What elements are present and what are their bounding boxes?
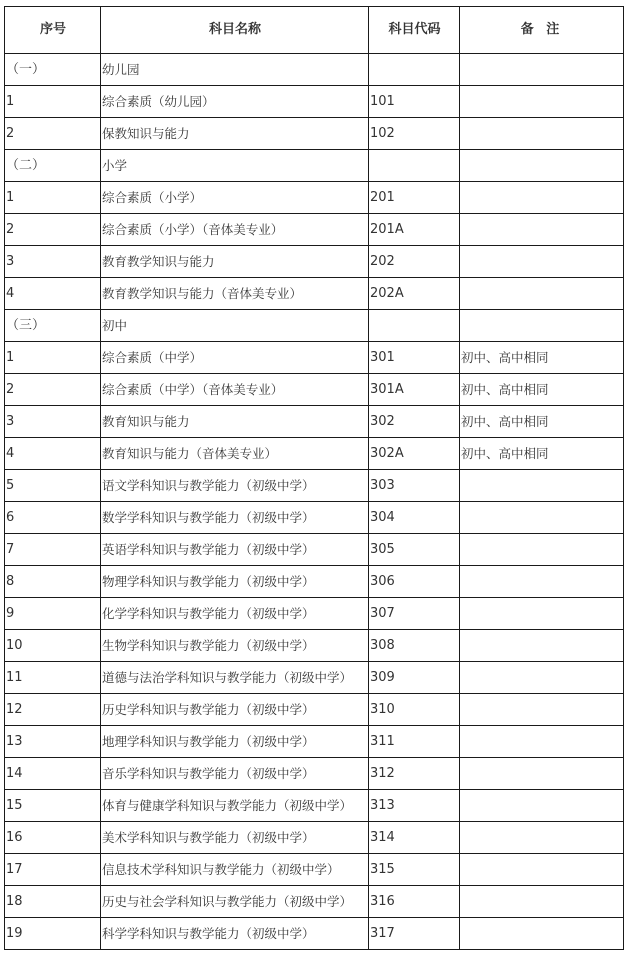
cell-code: 312: [369, 758, 460, 790]
table-row: [5, 726, 624, 758]
cell-note: [460, 278, 624, 310]
cell-note: 初中、高中相同: [460, 374, 624, 406]
cell-name: 信息技术学科知识与教学能力（初级中学）: [101, 854, 369, 886]
cell-name: 综合素质（小学）（音体美专业）: [101, 214, 369, 246]
cell-name: 英语学科知识与教学能力（初级中学）: [101, 534, 369, 566]
table-row: [5, 534, 624, 566]
cell-note: [460, 246, 624, 278]
table-row: [5, 214, 624, 246]
cell-note: [460, 534, 624, 566]
cell-no: 6: [5, 502, 101, 534]
table-row: [5, 406, 624, 438]
cell-note: 初中、高中相同: [460, 438, 624, 470]
cell-no: 3: [5, 406, 101, 438]
cell-name: 保教知识与能力: [101, 118, 369, 150]
cell-code: 317: [369, 918, 460, 950]
cell-no: 3: [5, 246, 101, 278]
cell-no: 11: [5, 662, 101, 694]
cell-name: 幼儿园: [101, 54, 369, 86]
cell-code: 307: [369, 598, 460, 630]
cell-name: 初中: [101, 310, 369, 342]
table-row: [5, 662, 624, 694]
cell-note: [460, 630, 624, 662]
cell-code: 201: [369, 182, 460, 214]
cell-code: 313: [369, 790, 460, 822]
table-row: [5, 118, 624, 150]
cell-code: 301: [369, 342, 460, 374]
cell-code: 306: [369, 566, 460, 598]
cell-note: [460, 182, 624, 214]
cell-no: 2: [5, 374, 101, 406]
table-row: [5, 150, 624, 182]
cell-name: 综合素质（中学）（音体美专业）: [101, 374, 369, 406]
cell-code: 202: [369, 246, 460, 278]
cell-code: [369, 150, 460, 182]
cell-note: [460, 918, 624, 950]
cell-note: [460, 566, 624, 598]
cell-code: 305: [369, 534, 460, 566]
cell-note: [460, 470, 624, 502]
cell-name: 综合素质（小学）: [101, 182, 369, 214]
cell-note: [460, 790, 624, 822]
cell-no: 12: [5, 694, 101, 726]
cell-code: 309: [369, 662, 460, 694]
cell-name: 音乐学科知识与教学能力（初级中学）: [101, 758, 369, 790]
cell-no: 2: [5, 214, 101, 246]
cell-code: 311: [369, 726, 460, 758]
cell-no: 18: [5, 886, 101, 918]
table-row: [5, 182, 624, 214]
cell-note: [460, 150, 624, 182]
cell-name: 道德与法治学科知识与教学能力（初级中学）: [101, 662, 369, 694]
cell-note: [460, 854, 624, 886]
table-row: [5, 918, 624, 950]
cell-code: 304: [369, 502, 460, 534]
table-row: [5, 502, 624, 534]
cell-name: 生物学科知识与教学能力（初级中学）: [101, 630, 369, 662]
cell-name: 美术学科知识与教学能力（初级中学）: [101, 822, 369, 854]
cell-code: 315: [369, 854, 460, 886]
cell-no: 10: [5, 630, 101, 662]
cell-name: 小学: [101, 150, 369, 182]
cell-code: [369, 310, 460, 342]
table-row: [5, 566, 624, 598]
cell-note: [460, 822, 624, 854]
cell-code: 303: [369, 470, 460, 502]
cell-note: [460, 310, 624, 342]
cell-note: 初中、高中相同: [460, 342, 624, 374]
table-row: [5, 374, 624, 406]
table-header-row: [5, 7, 624, 54]
cell-no: 15: [5, 790, 101, 822]
cell-name: 历史学科知识与教学能力（初级中学）: [101, 694, 369, 726]
table-row: [5, 342, 624, 374]
cell-code: 101: [369, 86, 460, 118]
cell-name: 历史与社会学科知识与教学能力（初级中学）: [101, 886, 369, 918]
cell-no: 5: [5, 470, 101, 502]
subject-code-table: [4, 6, 624, 950]
cell-no: 16: [5, 822, 101, 854]
header-note: 备 注: [460, 7, 624, 54]
cell-name: 综合素质（幼儿园）: [101, 86, 369, 118]
cell-no: 13: [5, 726, 101, 758]
table-row: [5, 86, 624, 118]
cell-code: 308: [369, 630, 460, 662]
table-row: [5, 758, 624, 790]
cell-name: 教育教学知识与能力: [101, 246, 369, 278]
header-no: 序号: [5, 7, 101, 54]
table-row: [5, 886, 624, 918]
cell-code: 301A: [369, 374, 460, 406]
cell-note: [460, 758, 624, 790]
cell-code: [369, 54, 460, 86]
cell-code: 310: [369, 694, 460, 726]
cell-code: 314: [369, 822, 460, 854]
cell-note: [460, 118, 624, 150]
cell-no: 8: [5, 566, 101, 598]
cell-no: 1: [5, 182, 101, 214]
cell-name: 综合素质（中学）: [101, 342, 369, 374]
cell-code: 202A: [369, 278, 460, 310]
cell-note: [460, 54, 624, 86]
cell-no: 9: [5, 598, 101, 630]
cell-no: 17: [5, 854, 101, 886]
cell-name: 教育知识与能力: [101, 406, 369, 438]
table-row: [5, 790, 624, 822]
cell-note: [460, 598, 624, 630]
cell-no: 7: [5, 534, 101, 566]
cell-name: 数学学科知识与教学能力（初级中学）: [101, 502, 369, 534]
cell-no: 2: [5, 118, 101, 150]
table-row: [5, 246, 624, 278]
cell-code: 316: [369, 886, 460, 918]
table-row: [5, 694, 624, 726]
table-row: [5, 438, 624, 470]
cell-note: [460, 502, 624, 534]
table-row: [5, 470, 624, 502]
cell-code: 102: [369, 118, 460, 150]
cell-note: [460, 86, 624, 118]
cell-note: [460, 726, 624, 758]
cell-no: （三）: [5, 310, 101, 342]
cell-no: 1: [5, 86, 101, 118]
cell-name: 语文学科知识与教学能力（初级中学）: [101, 470, 369, 502]
cell-name: 地理学科知识与教学能力（初级中学）: [101, 726, 369, 758]
cell-name: 化学学科知识与教学能力（初级中学）: [101, 598, 369, 630]
cell-code: 302: [369, 406, 460, 438]
cell-name: 科学学科知识与教学能力（初级中学）: [101, 918, 369, 950]
cell-note: [460, 214, 624, 246]
cell-note: [460, 662, 624, 694]
cell-note: [460, 694, 624, 726]
table-row: [5, 630, 624, 662]
header-code: 科目代码: [369, 7, 460, 54]
cell-code: 201A: [369, 214, 460, 246]
table-row: [5, 854, 624, 886]
table-row: [5, 310, 624, 342]
cell-note: [460, 886, 624, 918]
table-row: [5, 54, 624, 86]
cell-no: 4: [5, 278, 101, 310]
table-row: [5, 822, 624, 854]
cell-name: 教育教学知识与能力（音体美专业）: [101, 278, 369, 310]
cell-name: 物理学科知识与教学能力（初级中学）: [101, 566, 369, 598]
cell-no: 14: [5, 758, 101, 790]
cell-note: 初中、高中相同: [460, 406, 624, 438]
cell-name: 教育知识与能力（音体美专业）: [101, 438, 369, 470]
cell-name: 体育与健康学科知识与教学能力（初级中学）: [101, 790, 369, 822]
cell-code: 302A: [369, 438, 460, 470]
cell-no: （二）: [5, 150, 101, 182]
table-row: [5, 278, 624, 310]
cell-no: （一）: [5, 54, 101, 86]
cell-no: 19: [5, 918, 101, 950]
table-row: [5, 598, 624, 630]
table-body: [5, 54, 624, 950]
header-name: 科目名称: [101, 7, 369, 54]
cell-no: 4: [5, 438, 101, 470]
cell-no: 1: [5, 342, 101, 374]
